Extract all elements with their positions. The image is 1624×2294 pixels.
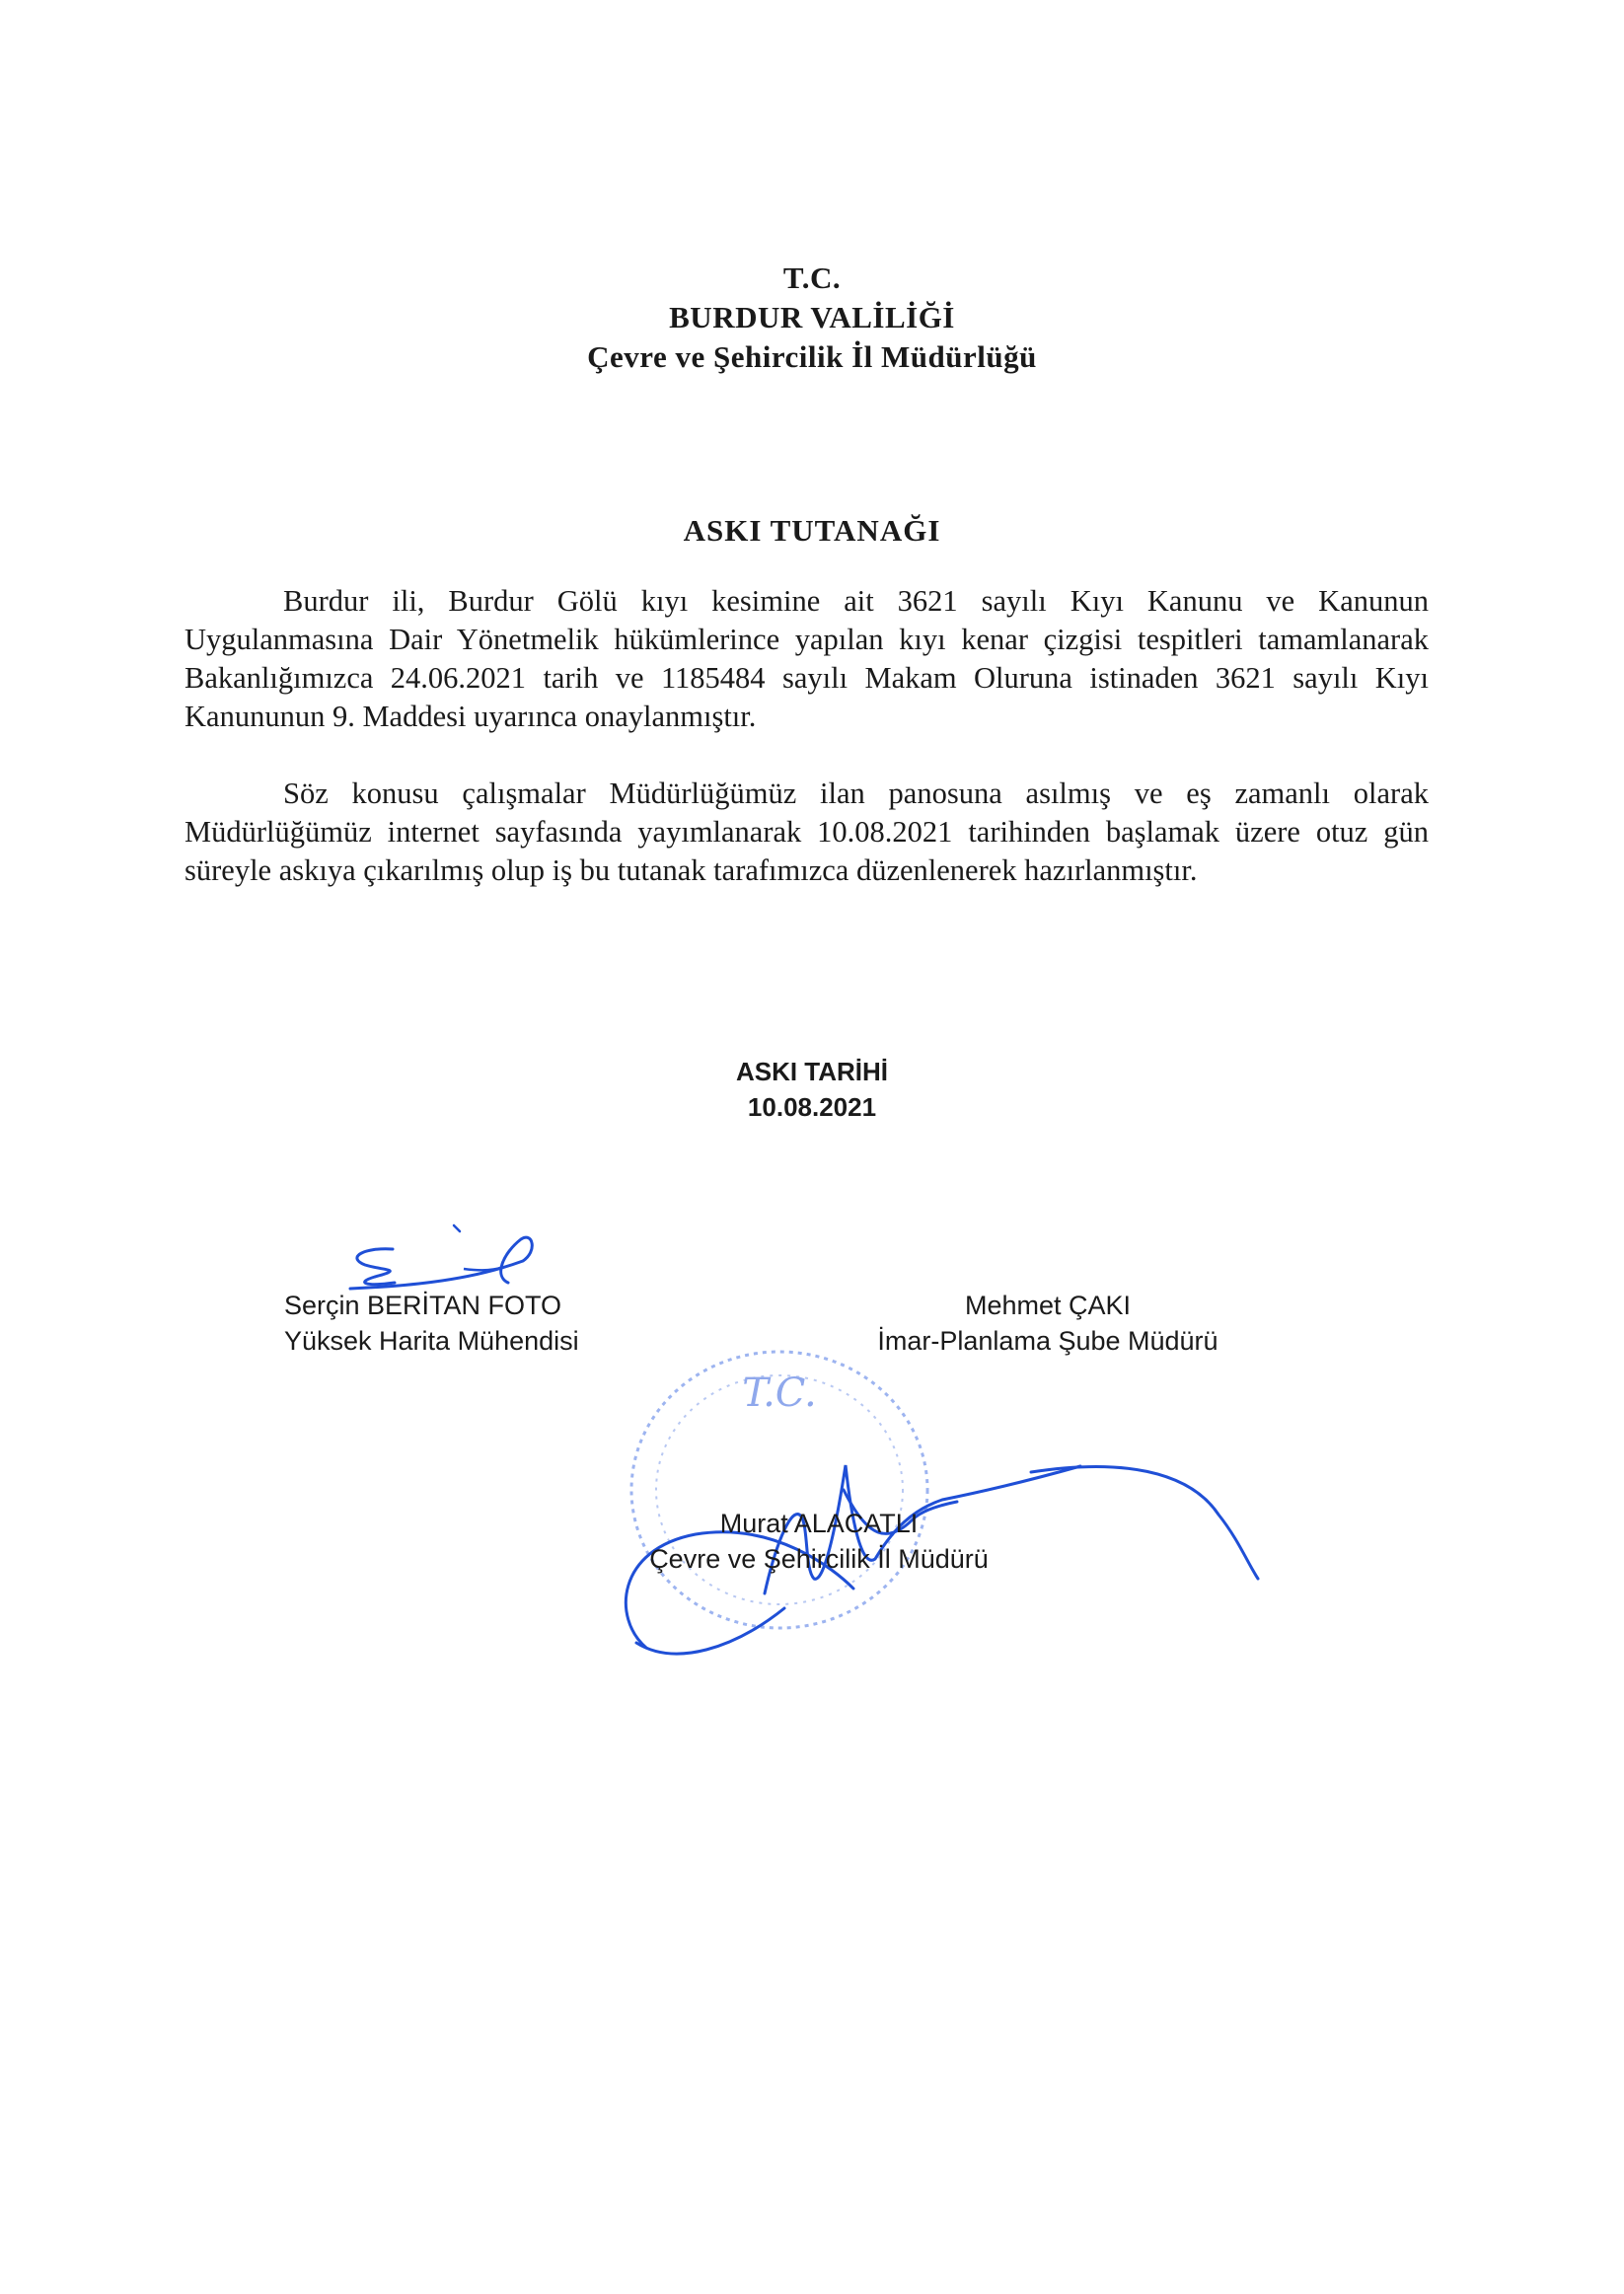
header-line-tc: T.C.	[782, 260, 842, 295]
signatory-right	[850, 1288, 1245, 1359]
posting-date-label: ASKI TARİHİ	[735, 1057, 889, 1086]
seal-text: T.C.	[742, 1370, 817, 1416]
signatory-right-name: Mehmet ÇAKI	[964, 1291, 1132, 1320]
paragraph-posting: Söz konusu çalışmalar Müdürlüğümüz ilan panosuna asılmış ve eş zamanlı olarak Müdürlüğümüz internet sayfasında yayımlanarak 10.08.2021 tarihinden başlamak üzere otuz gün süreyle askıya çıkarılmış olup iş bu tutanak tarafımızca düzenlenerek hazırlanmıştır.	[185, 777, 1429, 887]
signatory-left-title: Yüksek Harita Mühendisi	[284, 1326, 579, 1356]
header-line-governorship: BURDUR VALİLİĞİ	[669, 300, 955, 334]
signatory-right-title: İmar-Planlama Şube Müdürü	[877, 1326, 1218, 1356]
document-header	[0, 259, 1624, 377]
signatory-left-name: Serçin BERİTAN FOTO	[284, 1291, 562, 1320]
header-line-directorate: Çevre ve Şehircilik İl Müdürlüğü	[587, 339, 1037, 374]
official-seal	[622, 1342, 937, 1638]
signatory-director-name: Murat ALACATLI	[719, 1509, 919, 1538]
posting-date-value: 10.08.2021	[747, 1092, 877, 1122]
paragraph-approval: Burdur ili, Burdur Gölü kıyı kesimine ait 3621 sayılı Kıyı Kanunu ve Kanunun Uygulanmasına Dair Yönetmelik hükümlerince yapılan kıyı kenar çizgisi tespitleri tamamlanarak Bakanlığımızca 24.06.2021 tarih ve 1185484 sayılı Makam Oluruna istinaden 3621 sayılı Kıyı Kanununun 9. Maddesi uyarınca onaylanmıştır.	[185, 584, 1429, 733]
posting-date-block	[0, 1054, 1624, 1125]
signatory-director-title: Çevre ve Şehircilik İl Müdürü	[649, 1544, 989, 1574]
document-title: ASKI TUTANAĞI	[683, 513, 941, 548]
signatory-director	[612, 1506, 1026, 1577]
signatory-left	[284, 1288, 579, 1359]
